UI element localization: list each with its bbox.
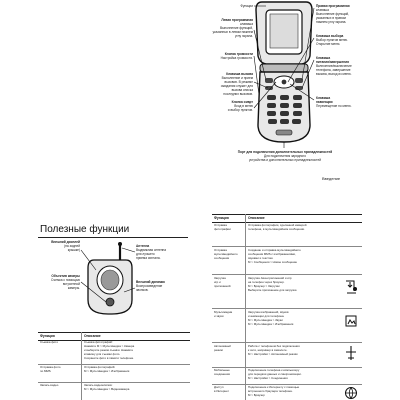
section-title: Полезные функции bbox=[40, 224, 130, 235]
cell-line: Запись видео bbox=[40, 384, 59, 387]
cell-line: и анимации для телефона. bbox=[248, 314, 285, 318]
annotation-select-key bbox=[316, 34, 360, 46]
table-cell-description bbox=[84, 341, 188, 361]
annotation-navigation-key bbox=[316, 96, 360, 108]
airplane-icon bbox=[344, 345, 358, 361]
cell-line: мультимедийного bbox=[214, 252, 238, 256]
cell-line: Загрузка bbox=[214, 277, 226, 280]
annotation-line: Выдвижная антенна bbox=[136, 248, 167, 253]
cell-line: для передачи данных и синхронизации. bbox=[248, 372, 302, 376]
annotation-power-end-key bbox=[316, 56, 360, 76]
annotation-line: Включение/выключение bbox=[316, 64, 352, 69]
annotation-antenna bbox=[136, 244, 186, 260]
cell-line: фотографии bbox=[214, 227, 231, 231]
annotation-line: встроенной bbox=[62, 282, 80, 287]
table-header-description: Описание bbox=[248, 216, 265, 220]
annotation-line: последних вызовов. bbox=[223, 92, 253, 97]
annotation-left-soft-key bbox=[202, 18, 253, 38]
cell-line: Нажмите M > Мультимедиа > Камера bbox=[84, 344, 135, 348]
cell-line: Съемка фото bbox=[40, 341, 59, 344]
annotation-external-speaker bbox=[136, 280, 186, 292]
cell-line: к сети, например в самолете. bbox=[248, 348, 288, 352]
table-cell-feature bbox=[214, 277, 244, 289]
table-cell-description bbox=[248, 369, 344, 381]
annotation-send-key bbox=[202, 72, 253, 97]
table-cell-description bbox=[248, 277, 344, 293]
cell-line: M > Браузер bbox=[248, 393, 265, 397]
table-header-feature: Функция bbox=[214, 216, 229, 220]
annotation-line: Клавиша bbox=[316, 56, 331, 60]
cell-line: Автономный bbox=[214, 345, 231, 348]
annotation-line: вызовов. В режиме bbox=[224, 80, 253, 85]
annotation-line: питания/завершения bbox=[316, 60, 349, 65]
annotation-line: Съемка с помощью bbox=[51, 278, 80, 283]
cell-line: Мобильные bbox=[214, 369, 230, 372]
table-cell-feature bbox=[214, 369, 244, 377]
cell-line: M > Мультимедиа > Звуки bbox=[248, 318, 283, 322]
cell-line: соединения bbox=[214, 372, 230, 376]
annotation-line: вызова, выход из меню. bbox=[316, 72, 352, 77]
cell-line: M > Сообщения > Новое сообщение bbox=[248, 260, 298, 264]
annotation-line: звонков. bbox=[136, 288, 149, 293]
annotation-line: клавиша bbox=[240, 22, 253, 27]
table-cell-description bbox=[248, 386, 344, 398]
annotation-line: клавиша bbox=[316, 8, 329, 13]
caption-line: Для подключения зарядного bbox=[263, 154, 307, 159]
cell-line: сообщения MMS с изображениями, bbox=[248, 252, 296, 256]
table-cell-description bbox=[84, 384, 188, 392]
cell-line: M > Настройки > Соединения bbox=[248, 376, 288, 380]
annotation-external-display bbox=[38, 240, 80, 252]
annotation-line: Внешний динамик bbox=[136, 280, 165, 284]
table-row bbox=[214, 249, 360, 273]
cell-line: Создание и отправка мультимедийного bbox=[248, 249, 301, 252]
left-feature-table bbox=[38, 332, 190, 400]
cell-line: приложений bbox=[214, 284, 231, 288]
annotation-camera-lens bbox=[38, 274, 80, 290]
cell-line: M > Мультимедиа > Видеокамера bbox=[84, 387, 130, 391]
table-row bbox=[214, 224, 360, 246]
table-cell-description bbox=[248, 224, 360, 232]
cell-line: Доступ bbox=[214, 386, 224, 389]
globe-icon bbox=[344, 386, 358, 400]
table-header-rule bbox=[212, 222, 362, 223]
cell-line: и звуки bbox=[214, 314, 224, 318]
section-title-rule bbox=[38, 237, 188, 238]
cell-line: Отправка bbox=[214, 224, 227, 227]
cell-line: M > Настройки > Автономный режим bbox=[248, 352, 298, 356]
annotation-line: приема сигнала. bbox=[136, 256, 161, 261]
annotation-line: телефона, завершение bbox=[316, 68, 351, 73]
cell-line: Сохраните фото в памяти телефона. bbox=[84, 356, 134, 360]
cell-line: Отправка bbox=[214, 249, 227, 252]
annotation-line: Выбор пунктов меню. bbox=[316, 38, 348, 43]
annotation-line: Открытие меню. bbox=[316, 42, 341, 47]
cell-line: M > Мультимедиа > Изображения bbox=[248, 322, 294, 326]
annotation-line: Перемещение по меню. bbox=[316, 104, 352, 109]
cell-line: Загрузка изображений, звуков bbox=[248, 311, 289, 314]
table-row-rule bbox=[38, 364, 190, 365]
table-top-rule bbox=[212, 214, 362, 215]
table-row-rule bbox=[212, 384, 362, 385]
table-row-rule bbox=[212, 274, 362, 275]
table-top-rule bbox=[38, 332, 190, 333]
annotation-line: навигации bbox=[316, 100, 333, 105]
annotation-line: Антенна bbox=[136, 244, 150, 248]
table-cell-description bbox=[248, 311, 344, 327]
annotation-line: (на задней bbox=[64, 244, 80, 249]
table-row bbox=[40, 366, 188, 380]
annotation-line: Воспроизведение bbox=[136, 284, 163, 289]
accessory-port-caption bbox=[230, 150, 340, 162]
table-cell-feature bbox=[214, 386, 244, 394]
table-cell-description bbox=[84, 366, 188, 374]
cell-line: по MMS bbox=[40, 369, 51, 373]
cell-line: телефона, в мультимедийном сообщении. bbox=[248, 227, 305, 231]
cell-line: Работа с телефоном без подключения bbox=[248, 345, 300, 348]
cell-line: Подключение телефона к компьютеру bbox=[248, 369, 300, 372]
annotation-line: и выбор пунктов. bbox=[227, 108, 253, 113]
table-cell-feature bbox=[214, 224, 244, 232]
table-cell-feature bbox=[214, 249, 244, 261]
annotation-line: указанных в правом bbox=[316, 16, 346, 21]
annotation-line: Клавиша bbox=[316, 96, 331, 100]
table-row bbox=[214, 277, 360, 307]
cell-line: встроенного браузера телефона. bbox=[248, 389, 293, 393]
table-row-rule bbox=[212, 308, 362, 309]
annotation-volume-key bbox=[202, 52, 253, 60]
annotation-line: Внешний дисплей bbox=[51, 240, 80, 244]
table-row bbox=[214, 345, 360, 367]
annotation-line: камеры. bbox=[67, 286, 80, 291]
cell-line: Отправка фотографий: bbox=[84, 366, 116, 369]
cell-line: игр и bbox=[214, 280, 221, 284]
caption-line: устройства и дополнительных принадлежностей bbox=[248, 158, 322, 163]
annotation-line: углу экрана. bbox=[234, 34, 253, 39]
right-feature-table bbox=[212, 214, 362, 400]
cell-line: на телефон через браузер. bbox=[248, 280, 285, 284]
annotation-right-soft-key bbox=[316, 4, 360, 24]
table-cell-feature bbox=[214, 311, 244, 319]
cell-line: Загрузка Java-приложений и игр bbox=[248, 277, 292, 280]
table-row bbox=[40, 341, 188, 363]
cell-line: M > Браузер > Загрузки bbox=[248, 284, 280, 288]
table-header-feature: Функция bbox=[40, 334, 55, 338]
cell-line: Отправка фотографии, сделанной камерой bbox=[248, 224, 307, 227]
top-phone-figure bbox=[210, 0, 360, 170]
cell-line: режим bbox=[214, 348, 223, 352]
table-cell-feature bbox=[40, 366, 80, 374]
cell-line: Подключение к Интернету с помощью bbox=[248, 386, 300, 389]
cell-line: звуками и текстом. bbox=[248, 256, 274, 260]
annotation-line: Настройка громкости. bbox=[220, 56, 253, 61]
annotation-line: Кнопка смарт bbox=[231, 100, 253, 104]
caption-line: Порт для подключения дополнительных принадлежностей bbox=[237, 150, 333, 154]
annotation-functions bbox=[210, 4, 253, 8]
page-section-marker: Введение bbox=[322, 176, 341, 181]
table-cell-description bbox=[248, 249, 360, 265]
cell-line: Отправка фото bbox=[40, 366, 61, 369]
table-row bbox=[40, 384, 188, 398]
annotation-line: Выполнение и прием bbox=[221, 76, 253, 81]
annotation-line: Правая программная bbox=[316, 4, 350, 8]
annotation-line: Клавиша выбора bbox=[316, 34, 344, 38]
table-row bbox=[214, 369, 360, 383]
media-icon bbox=[344, 313, 358, 329]
table-cell-feature bbox=[40, 341, 80, 345]
annotation-line: Объектив камеры bbox=[51, 274, 80, 278]
table-row-rule bbox=[212, 246, 362, 247]
annotation-line: вызова списка bbox=[231, 88, 253, 93]
annotation-line: Вход в меню bbox=[234, 104, 253, 109]
annotation-line: Левая программная bbox=[221, 18, 253, 22]
annotation-line: Выполнение функций, bbox=[316, 12, 350, 17]
table-cell-description bbox=[248, 345, 344, 357]
annotation-line: крышке) bbox=[67, 248, 80, 253]
table-cell-feature bbox=[40, 384, 80, 388]
annotation-line: Функции bbox=[240, 4, 253, 8]
cell-line: M > Мультимедиа > Изображения bbox=[84, 369, 130, 373]
annotation-line: Выполнение функций, bbox=[219, 26, 253, 31]
cell-line: сообщения bbox=[214, 256, 230, 260]
table-row-rule bbox=[38, 382, 190, 383]
annotation-line: Клавиша вызова bbox=[226, 72, 253, 76]
table-cell-feature bbox=[214, 345, 244, 353]
annotation-line: нижнем углу экрана. bbox=[316, 20, 347, 25]
table-header-description: Описание bbox=[84, 334, 101, 338]
table-row-rule bbox=[212, 367, 362, 368]
table-header-rule bbox=[38, 340, 190, 341]
table-row bbox=[214, 386, 360, 400]
annotation-line: ожидания служит для bbox=[220, 84, 253, 89]
annotation-line: для лучшего bbox=[136, 252, 155, 257]
cell-line: и выберите режим съемки. Нажмите bbox=[84, 348, 134, 352]
cell-line: в Интернет bbox=[214, 389, 229, 393]
cell-line: Запись видеоклипов: bbox=[84, 384, 113, 387]
cell-line: клавишу для съемки фото. bbox=[84, 352, 121, 356]
annotation-smart-key bbox=[202, 100, 253, 112]
table-row-rule bbox=[212, 342, 362, 343]
cell-line: Мультимедиа bbox=[214, 311, 233, 314]
table-row bbox=[214, 311, 360, 341]
left-phone-figure bbox=[38, 240, 188, 320]
cell-line: Выберите приложение для загрузки. bbox=[248, 288, 298, 292]
cell-line: Съемка фотографий: bbox=[84, 341, 113, 344]
download-icon bbox=[344, 279, 358, 295]
annotation-line: указанных в левом нижнем bbox=[212, 30, 253, 35]
annotation-line: Кнопка громкости bbox=[224, 52, 253, 56]
